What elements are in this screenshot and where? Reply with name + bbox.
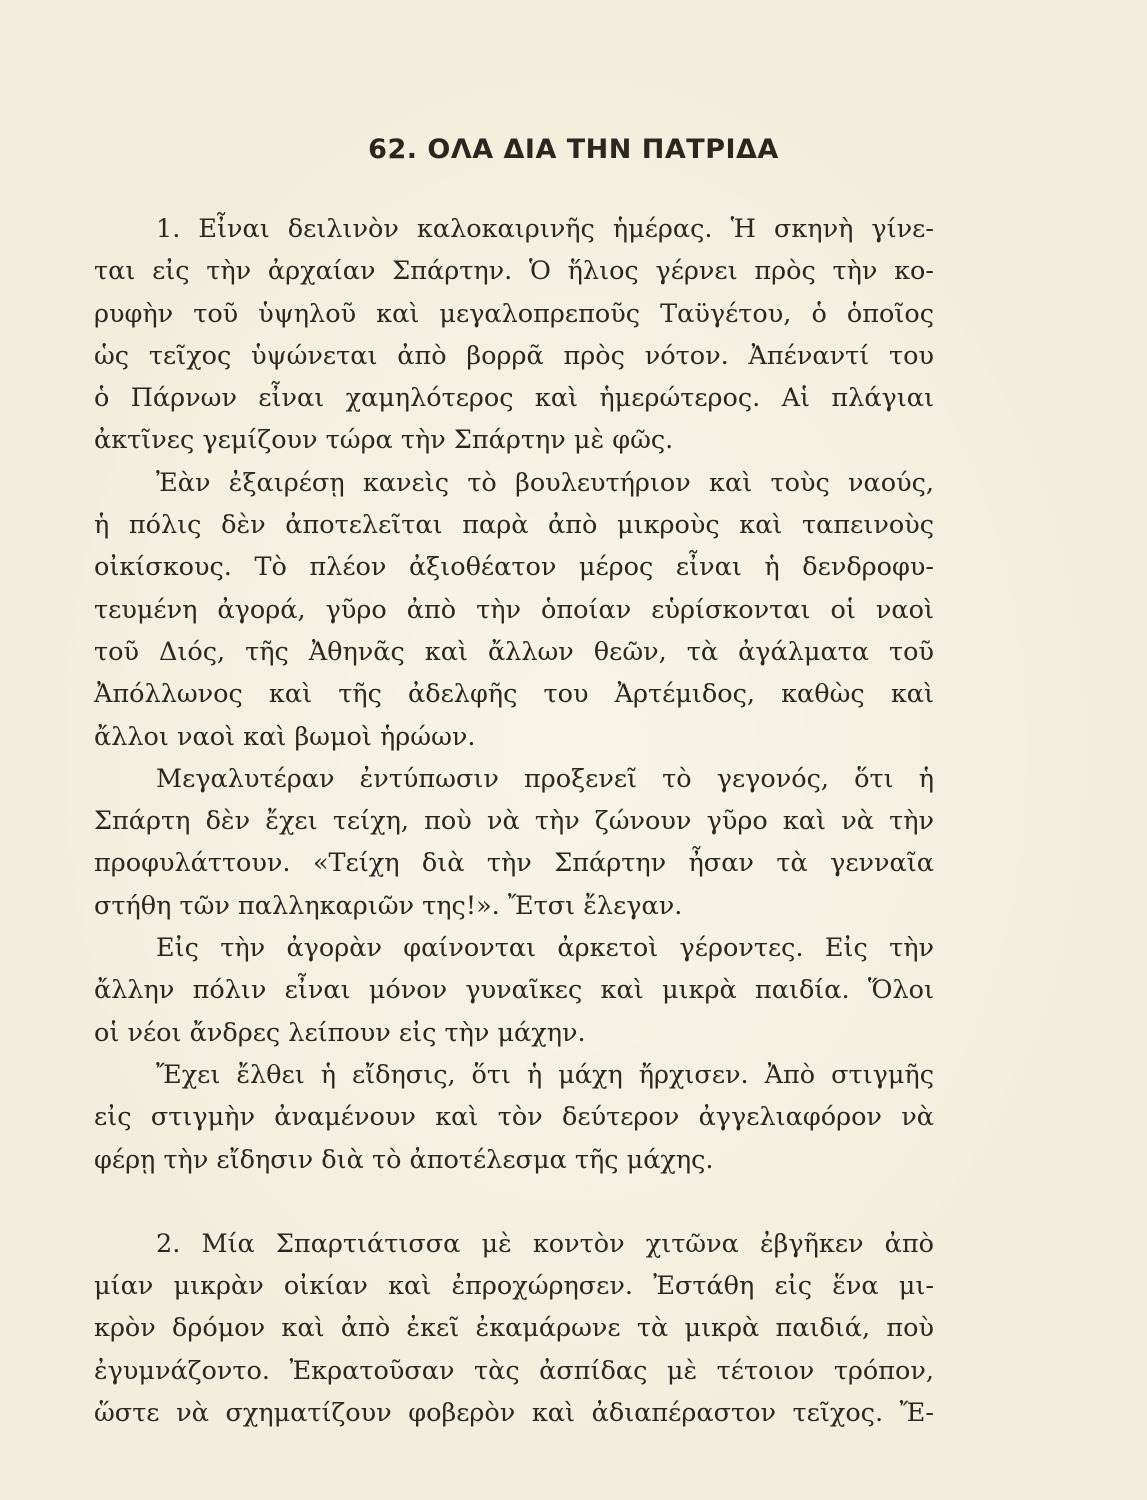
- text-line: ἀκτῖνες γεμίζουν τώρα τὴν Σπάρτην μὲ φῶς.: [94, 425, 674, 456]
- text-line: ται εἰς τὴν ἀρχαίαν Σπάρτην. Ὁ ἥλιος γέρνει πρὸς τὴν κο-: [94, 256, 934, 287]
- text-line: ἄλλην πόλιν εἶναι μόνον γυναῖκες καὶ μικρὰ παιδία. Ὅλοι: [94, 975, 934, 1006]
- text-line: φέρῃ τὴν εἴδησιν διὰ τὸ ἀποτέλεσμα τῆς μάχης.: [94, 1144, 714, 1175]
- text-line: μίαν μικρὰν οἰκίαν καὶ ἐπροχώρησεν. Ἐστάθη εἰς ἕνα μι-: [94, 1271, 934, 1302]
- section-1: [94, 208, 934, 1181]
- text-line: Μεγαλυτέραν ἐντύπωσιν προξενεῖ τὸ γεγονός, ὅτι ἡ: [156, 763, 934, 794]
- section-spacer: [94, 1181, 934, 1223]
- text-line: ἡ πόλις δὲν ἀποτελεῖται παρὰ ἀπὸ μικροὺς καὶ ταπεινοὺς: [94, 510, 934, 541]
- text-line: οἱ νέοι ἄνδρες λείπουν εἰς τὴν μάχην.: [94, 1017, 586, 1048]
- paragraph-4: [94, 927, 934, 1054]
- text-line: οἰκίσκους. Τὸ πλέον ἀξιοθέατον μέρος εἶναι ἡ δενδροφυ-: [94, 552, 934, 583]
- text-line: εἰς στιγμὴν ἀναμένουν καὶ τὸν δεύτερον ἀγγελιαφόρον νὰ: [94, 1102, 934, 1133]
- paragraph-2: [94, 462, 934, 758]
- chapter-body: [94, 208, 934, 1434]
- text-line: Σπάρτη δὲν ἔχει τείχη, ποὺ νὰ τὴν ζώνουν γῦρο καὶ νὰ τὴν: [94, 806, 934, 837]
- paragraph-1: [94, 208, 934, 462]
- text-line: τευμένη ἀγορά, γῦρο ἀπὸ τὴν ὁποίαν εὑρίσκονται οἱ ναοὶ: [94, 594, 934, 625]
- paragraph-5: [94, 1054, 934, 1181]
- text-line: Εἰς τὴν ἀγορὰν φαίνονται ἀρκετοὶ γέροντες. Εἰς τὴν: [156, 933, 934, 964]
- text-line: ἄλλοι ναοὶ καὶ βωμοὶ ἡρώων.: [94, 721, 476, 752]
- text-line: 2. Μία Σπαρτιάτισσα μὲ κοντὸν χιτῶνα ἐβγῆκεν ἀπὸ: [156, 1228, 934, 1259]
- text-line: Ἐὰν ἐξαιρέσῃ κανεὶς τὸ βουλευτήριον καὶ τοὺς ναούς,: [156, 467, 934, 498]
- paragraph-3: [94, 758, 934, 927]
- text-line: Ἔχει ἔλθει ἡ εἴδησις, ὅτι ἡ μάχη ἤρχισεν. Ἀπὸ στιγμῆς: [156, 1059, 934, 1090]
- text-line: ἐγυμνάζοντο. Ἐκρατοῦσαν τὰς ἀσπίδας μὲ τέτοιον τρόπον,: [94, 1355, 934, 1386]
- text-line: κρὸν δρόμον καὶ ἀπὸ ἐκεῖ ἐκαμάρωνε τὰ μικρὰ παιδιά, ποὺ: [94, 1313, 934, 1344]
- text-line: ὡς τεῖχος ὑψώνεται ἀπὸ βορρᾶ πρὸς νότον. Ἀπέναντί του: [94, 340, 934, 371]
- text-line: ὁ Πάρνων εἶναι χαμηλότερος καὶ ἡμερώτερος. Αἱ πλάγιαι: [94, 383, 934, 414]
- chapter-title: 62. ΟΛΑ ΔΙΑ ΤΗΝ ΠΑΤΡΙΔΑ: [368, 134, 779, 165]
- section-2: [94, 1223, 934, 1434]
- text-line: 1. Εἶναι δειλινὸν καλοκαιρινῆς ἡμέρας. Ἡ σκηνὴ γίνε-: [156, 214, 934, 244]
- text-line: ρυφὴν τοῦ ὑψηλοῦ καὶ μεγαλοπρεποῦς Ταϋγέτου, ὁ ὁποῖος: [94, 298, 934, 329]
- text-line: στήθη τῶν παλληκαριῶν της!». Ἔτσι ἔλεγαν.: [94, 890, 683, 921]
- text-line: Ἀπόλλωνος καὶ τῆς ἀδελφῆς του Ἀρτέμιδος, καθὼς καὶ: [94, 679, 934, 710]
- text-line: τοῦ Διός, τῆς Ἀθηνᾶς καὶ ἄλλων θεῶν, τὰ ἀγάλματα τοῦ: [94, 636, 934, 667]
- text-line: ὥστε νὰ σχηματίζουν φοβερὸν καὶ ἀδιαπέραστον τεῖχος. Ἔ-: [94, 1398, 934, 1429]
- text-line: προφυλάττουν. «Τείχη διὰ τὴν Σπάρτην ἦσαν τὰ γενναῖα: [94, 848, 934, 879]
